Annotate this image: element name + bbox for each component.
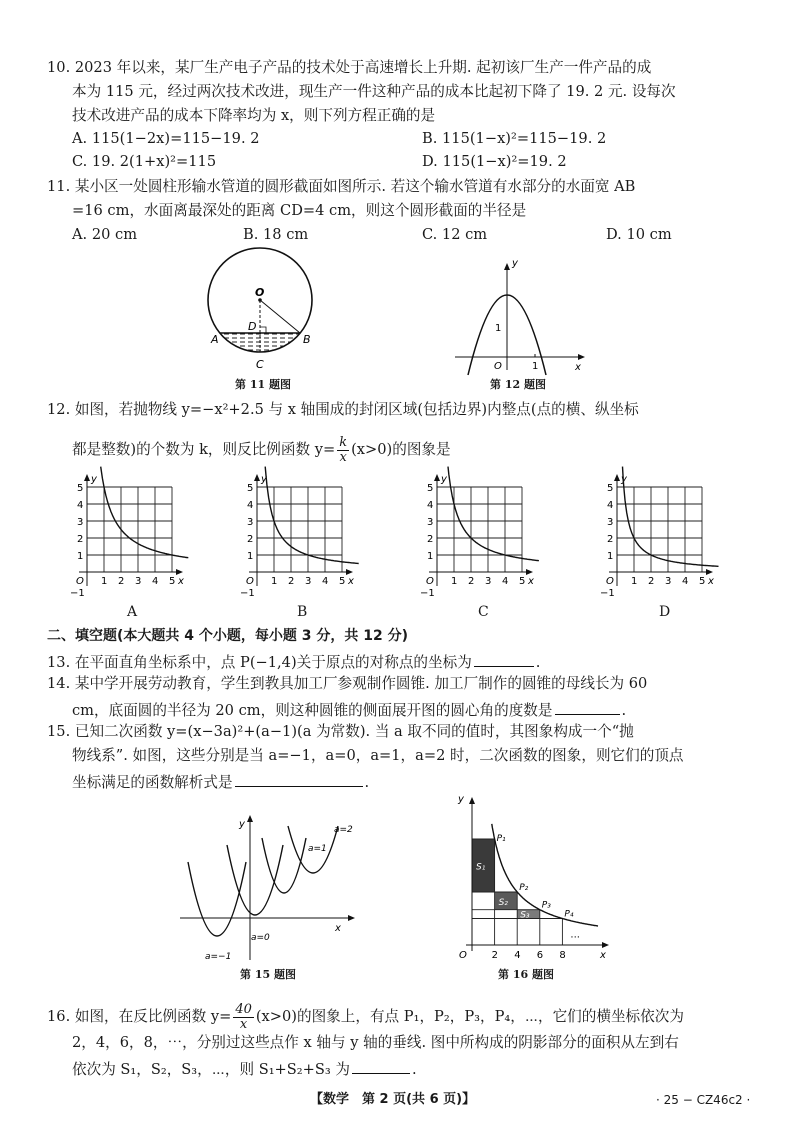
x-tick-label: 5 bbox=[339, 576, 346, 587]
x-tick-label: 2 bbox=[118, 576, 125, 587]
y-tick-label: 4 bbox=[247, 500, 254, 511]
figure-15-parabola-family bbox=[178, 800, 358, 960]
q15-line2: 物线系”. 如图，这些分别是当 a=−1，a=0，a=1，a=2 时，二次函数的图象，则它们的顶点 bbox=[72, 747, 684, 764]
area-label: S₁ bbox=[476, 862, 486, 873]
y-tick-label: 1 bbox=[607, 551, 614, 562]
x-tick-label: 2 bbox=[491, 950, 498, 961]
y-tick-label: 5 bbox=[607, 483, 614, 494]
right-angle-mark bbox=[260, 327, 266, 333]
svg-text:x: x bbox=[708, 576, 714, 587]
x-tick-label: 2 bbox=[288, 576, 295, 587]
x-tick-label: 1 bbox=[631, 576, 638, 587]
q16-line3: 依次为 S₁，S₂，S₃，⋯，则 S₁+S₂+S₃ 为 . bbox=[72, 1061, 417, 1078]
svg-text:y: y bbox=[441, 474, 447, 485]
y-tick-label: 2 bbox=[607, 534, 614, 545]
q14-line1: 14. 某中学开展劳动教育，学生到教具加工厂参观制作圆锥. 加工厂制作的圆锥的母线长为 60 bbox=[47, 675, 648, 692]
label-a: A bbox=[211, 333, 219, 346]
hyperbola-option-d bbox=[623, 467, 719, 567]
hyperbola-option-b bbox=[265, 467, 359, 564]
q14-line2: cm，底面圆的半径为 20 cm，则这种圆锥的侧面展开图的圆心角的度数是 . bbox=[72, 702, 627, 719]
svg-text:x: x bbox=[600, 950, 606, 961]
area-label: S₂ bbox=[498, 898, 508, 909]
svg-text:1: 1 bbox=[495, 323, 502, 334]
hyperbola-option-c bbox=[448, 467, 539, 561]
x-tick-label: 5 bbox=[699, 576, 706, 587]
point-label: P₁ bbox=[496, 834, 506, 844]
svg-text:x: x bbox=[335, 923, 341, 934]
y-tick-label: 4 bbox=[77, 500, 84, 511]
q12-option-graphs bbox=[0, 460, 793, 630]
svg-text:x: x bbox=[348, 576, 354, 587]
svg-text:O: O bbox=[76, 576, 84, 587]
q10-line1: 10. 2023 年以来，某厂生产电子产品的技术处于高速增长上升期. 起初该厂生产一件产品的成 bbox=[47, 59, 652, 76]
q12-option-c-label: C bbox=[478, 604, 489, 620]
x-tick-label: 3 bbox=[485, 576, 492, 587]
y-tick-label: 5 bbox=[77, 483, 84, 494]
svg-text:a=2: a=2 bbox=[334, 825, 353, 835]
y-tick-label: 3 bbox=[607, 517, 614, 528]
x-tick-label: 1 bbox=[101, 576, 108, 587]
x-tick-label: 1 bbox=[271, 576, 278, 587]
q10-option-a: A. 115(1−2x)=115−19. 2 bbox=[72, 130, 260, 147]
label-o: O bbox=[255, 286, 265, 299]
x-tick-label: 4 bbox=[152, 576, 159, 587]
q10-line2: 本为 115 元，经过两次技术改进，现生产一件这种产品的成本比起初下降了 19. 2 元. 设每次 bbox=[72, 83, 676, 100]
x-tick-label: 4 bbox=[682, 576, 689, 587]
label-c: C bbox=[256, 358, 264, 371]
svg-text:a=0: a=0 bbox=[251, 933, 270, 943]
x-tick-label: 4 bbox=[322, 576, 329, 587]
q13-answer-blank[interactable] bbox=[474, 653, 534, 667]
svg-text:−1: −1 bbox=[240, 588, 255, 599]
y-tick-label: 2 bbox=[77, 534, 84, 545]
x-tick-label: 4 bbox=[502, 576, 509, 587]
q11-option-a: A. 20 cm bbox=[72, 226, 138, 243]
svg-text:x: x bbox=[575, 362, 581, 373]
q12-option-d-label: D bbox=[659, 604, 671, 620]
q13-text: 13. 在平面直角坐标系中，点 P(−1,4)关于原点的对称点的坐标为 . bbox=[47, 654, 541, 671]
svg-text:O: O bbox=[459, 950, 467, 961]
x-tick-label: 3 bbox=[305, 576, 312, 587]
svg-text:y: y bbox=[621, 474, 627, 485]
svg-text:y: y bbox=[458, 794, 464, 805]
q10-option-d: D. 115(1−x)²=19. 2 bbox=[422, 153, 567, 170]
q12-line1: 12. 如图，若抛物线 y=−x²+2.5 与 x 轴围成的封闭区域(包括边界)内整点(点的横、纵坐标 bbox=[47, 401, 639, 418]
figure-12-caption: 第 12 题图 bbox=[490, 378, 546, 391]
parabola-a1 bbox=[262, 838, 306, 893]
svg-text:y: y bbox=[239, 819, 245, 830]
point-label: P₂ bbox=[519, 883, 529, 893]
q15-answer-blank[interactable] bbox=[235, 773, 363, 787]
label-b: B bbox=[303, 333, 311, 346]
svg-text:a=1: a=1 bbox=[308, 844, 327, 854]
x-tick-label: 5 bbox=[169, 576, 176, 587]
reciprocal-curve bbox=[492, 824, 598, 926]
x-tick-label: 6 bbox=[536, 950, 544, 961]
svg-text:−1: −1 bbox=[70, 588, 85, 599]
footer-page-info: 【数学 第 2 页(共 6 页)】 bbox=[310, 1092, 476, 1107]
q10-option-b: B. 115(1−x)²=115−19. 2 bbox=[422, 130, 607, 147]
q14-answer-blank[interactable] bbox=[555, 701, 620, 715]
svg-text:O: O bbox=[426, 576, 434, 587]
svg-text:x: x bbox=[178, 576, 184, 587]
q12-line2: 都是整数)的个数为 k，则反比例函数 y= $\frac{k}{x}$ (x>0)的图象是 bbox=[72, 435, 451, 465]
svg-text:x: x bbox=[528, 576, 534, 587]
x-tick-label: 2 bbox=[648, 576, 655, 587]
y-tick-label: 3 bbox=[427, 517, 434, 528]
q11-line1: 11. 某小区一处圆柱形输水管道的圆形截面如图所示. 若这个输水管道有水部分的水面宽 AB bbox=[47, 178, 636, 195]
svg-text:y: y bbox=[512, 258, 518, 269]
y-tick-label: 2 bbox=[427, 534, 434, 545]
point-label: P₃ bbox=[541, 900, 551, 911]
svg-text:O: O bbox=[246, 576, 254, 587]
svg-text:−1: −1 bbox=[420, 588, 435, 599]
figure-16-caption: 第 16 题图 bbox=[498, 968, 554, 981]
y-tick-label: 2 bbox=[247, 534, 254, 545]
parabola-a-neg1 bbox=[188, 862, 246, 936]
hyperbola-option-a bbox=[101, 467, 189, 558]
q11-option-b: B. 18 cm bbox=[243, 226, 309, 243]
y-tick-label: 5 bbox=[427, 483, 434, 494]
q16-line2: 2，4，6，8，⋯，分别过这些点作 x 轴与 y 轴的垂线. 图中所构成的阴影部分的面积从左到右 bbox=[72, 1034, 679, 1051]
svg-text:O: O bbox=[494, 361, 502, 372]
q15-line1: 15. 已知二次函数 y=(x−3a)²+(a−1)(a 为常数). 当 a 取不同的值时，其图象构成一个“抛 bbox=[47, 723, 634, 740]
y-tick-label: 3 bbox=[77, 517, 84, 528]
x-tick-label: 5 bbox=[519, 576, 526, 587]
label-d: D bbox=[248, 320, 257, 333]
svg-text:a=−1: a=−1 bbox=[205, 952, 232, 962]
y-tick-label: 1 bbox=[247, 551, 254, 562]
svg-text:y: y bbox=[261, 474, 267, 485]
y-tick-label: 4 bbox=[427, 500, 434, 511]
point-label: P₄ bbox=[564, 909, 574, 920]
svg-text:−1: −1 bbox=[600, 588, 615, 599]
section-2-title: 二、填空题(本大题共 4 个小题，每小题 3 分，共 12 分) bbox=[47, 628, 409, 644]
q15-line3: 坐标满足的函数解析式是 . bbox=[72, 774, 370, 791]
y-tick-label: 5 bbox=[247, 483, 254, 494]
q11-option-c: C. 12 cm bbox=[422, 226, 488, 243]
q10-option-c: C. 19. 2(1+x)²=115 bbox=[72, 153, 217, 170]
y-tick-label: 1 bbox=[427, 551, 434, 562]
q11-line2: =16 cm，水面离最深处的距离 CD=4 cm，则这个圆形截面的半径是 bbox=[72, 202, 527, 219]
y-tick-label: 3 bbox=[247, 517, 254, 528]
q12-option-b-label: B bbox=[297, 604, 308, 620]
figure-12-parabola bbox=[450, 258, 590, 378]
q12-option-a-label: A bbox=[127, 604, 138, 620]
x-tick-label: 2 bbox=[468, 576, 475, 587]
x-tick-label: 4 bbox=[514, 950, 521, 961]
q16-answer-blank[interactable] bbox=[352, 1060, 410, 1074]
q10-line3: 技术改进产品的成本下降率均为 x，则下列方程正确的是 bbox=[72, 107, 436, 124]
q11-option-d: D. 10 cm bbox=[606, 226, 672, 243]
svg-text:O: O bbox=[606, 576, 614, 587]
figure-11-caption: 第 11 题图 bbox=[235, 378, 291, 391]
figure-16-reciprocal bbox=[455, 790, 615, 960]
svg-text:...: ... bbox=[570, 929, 580, 941]
x-tick-label: 3 bbox=[665, 576, 672, 587]
svg-text:1: 1 bbox=[532, 361, 539, 372]
svg-text:y: y bbox=[91, 474, 97, 485]
figure-15-caption: 第 15 题图 bbox=[240, 968, 296, 981]
y-tick-label: 4 bbox=[607, 500, 614, 511]
y-tick-label: 1 bbox=[77, 551, 84, 562]
x-tick-label: 1 bbox=[451, 576, 458, 587]
area-label: S₃ bbox=[520, 910, 530, 921]
x-tick-label: 8 bbox=[559, 950, 566, 961]
figure-11-circle bbox=[200, 247, 320, 377]
q16-line1: 16. 如图，在反比例函数 y= $\frac{40}{x}$ (x>0)的图象上，有点 P₁，P₂，P₃，P₄，⋯，它们的横坐标依次为 bbox=[47, 1002, 684, 1032]
x-tick-label: 3 bbox=[135, 576, 142, 587]
footer-code: · 25 − CZ46c2 · bbox=[656, 1093, 751, 1107]
